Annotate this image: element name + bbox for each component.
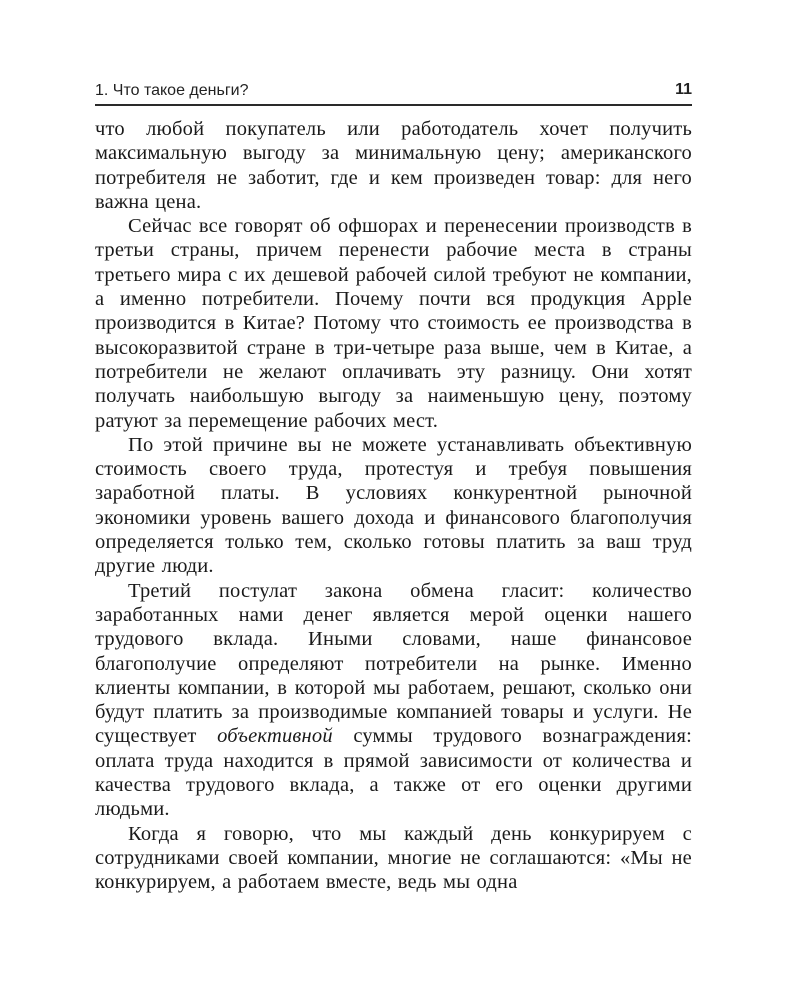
- paragraph-exchange-law: [95, 579, 692, 822]
- paragraph-offshoring: Сейчас все говорят об офшорах и перенесении производств в третьи страны, причем перенести рабочие места в страны третьего мира с их дешевой рабочей силой требуют не компании, а именно потребители. Почему почти вся продукция Apple производится в Китае? Потому что стоимость ее производства в высокоразвитой стране в три-четыре раза выше, чем в Китае, а потребители не желают оплачивать эту разницу. Они хотят получать наибольшую выгоду за наименьшую цену, поэтому ратуют за перемещение рабочих мест.: [95, 215, 692, 432]
- running-header: [95, 80, 692, 106]
- chapter-title: 1. Что такое деньги?: [95, 82, 249, 99]
- emphasized-word: объективной: [217, 725, 333, 748]
- text-run: Третий постулат закона обмена гласит: количество заработанных нами денег является мерой оценки нашего трудового вклада. Иными словами, наше финансовое благополучие определяют потребители на рынке. Именно клиенты компании, в которой мы работаем, решают, сколько они будут платить за производимые компанией товары и услуги. Не существует: [95, 579, 692, 748]
- body-text: [95, 117, 692, 895]
- text-run: суммы трудового вознаграждения: оплата труда находится в прямой зависимости от количества и качества трудового вклада, а также от его оценки другими людьми.: [95, 725, 693, 821]
- paragraph-salary: По этой причине вы не можете устанавливать объективную стоимость своего труда, протестуя и требуя повышения заработной платы. В условиях конкурентной рыночной экономики уровень вашего дохода и финансового благополучия определяется только тем, сколько готовы платить за ваш труд другие люди.: [95, 433, 692, 578]
- page-number: 11: [675, 81, 692, 98]
- paragraph-continued: что любой покупатель или работодатель хочет получить максимальную выгоду за минимальную цену; американского потребителя не заботит, где и кем произведен товар: для него важна цена.: [95, 118, 692, 213]
- paragraph-competition: Когда я говорю, что мы каждый день конкурируем с сотрудниками своей компании, многие не соглашаются: «Мы не конкурируем, а работаем вместе, ведь мы одна: [95, 822, 692, 894]
